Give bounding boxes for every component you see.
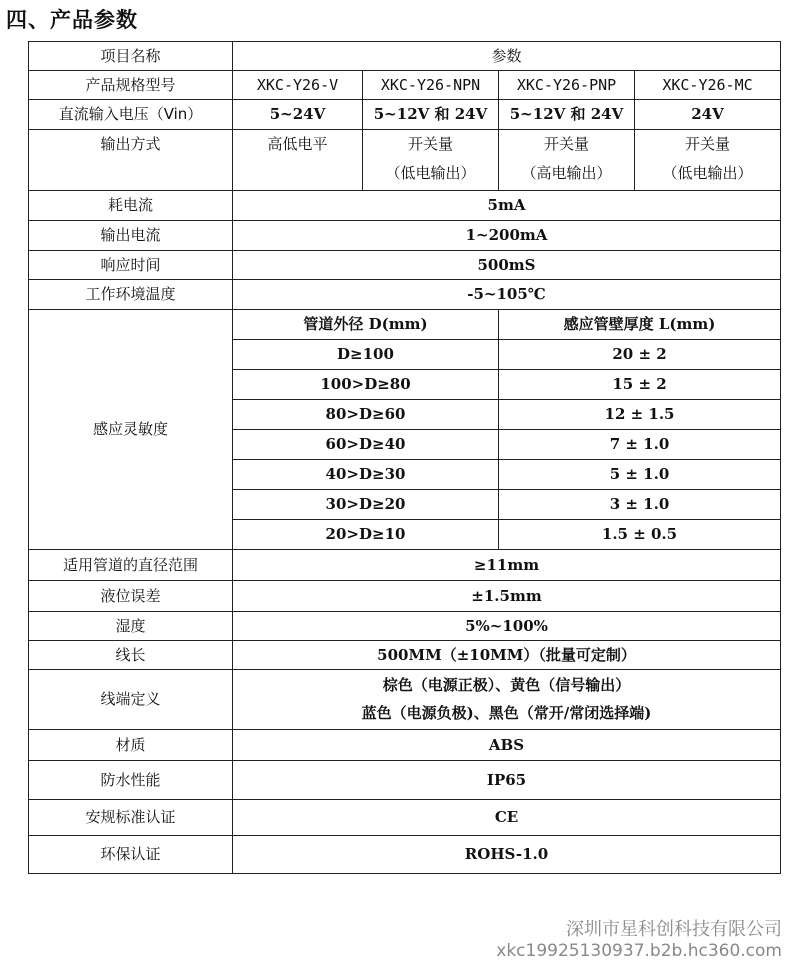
voltage-cell: 5~12V 和 24V — [363, 100, 499, 130]
row-label: 液位误差 — [29, 581, 233, 612]
row-value: CE — [233, 800, 781, 836]
voltage-cell: 5~24V — [233, 100, 363, 130]
output-cell — [233, 130, 363, 191]
row-label: 耗电流 — [29, 191, 233, 221]
diameter-cell: 80>D≥60 — [233, 400, 499, 430]
row-label: 防水性能 — [29, 761, 233, 800]
table-row — [29, 191, 781, 221]
table-row — [29, 130, 781, 191]
sensitivity-col-header: 管道外径 D(mm) — [233, 310, 499, 340]
output-cell — [499, 130, 635, 191]
output-line: （低电输出） — [662, 164, 753, 182]
row-value: -5~105℃ — [233, 280, 781, 310]
row-label: 适用管道的直径范围 — [29, 550, 233, 581]
table-row — [29, 251, 781, 280]
row-value: 5%~100% — [233, 612, 781, 641]
model-cell: XKC-Y26-V — [233, 71, 363, 100]
row-label: 产品规格型号 — [29, 71, 233, 100]
thickness-cell: 12 ± 1.5 — [499, 400, 781, 430]
thickness-cell: 7 ± 1.0 — [499, 430, 781, 460]
table-row — [29, 641, 781, 670]
thickness-cell: 15 ± 2 — [499, 370, 781, 400]
row-label: 感应灵敏度 — [29, 310, 233, 550]
row-label: 线长 — [29, 641, 233, 670]
table-row — [29, 670, 781, 730]
table-row — [29, 761, 781, 800]
output-line: 开关量 — [407, 135, 453, 153]
spec-table — [28, 41, 781, 874]
voltage-cell: 24V — [635, 100, 781, 130]
table-row — [29, 581, 781, 612]
row-label: 直流输入电压（Vin） — [29, 100, 233, 130]
thickness-cell: 5 ± 1.0 — [499, 460, 781, 490]
table-row — [29, 730, 781, 761]
row-label: 材质 — [29, 730, 233, 761]
table-row — [29, 100, 781, 130]
row-value: ±1.5mm — [233, 581, 781, 612]
row-label: 输出电流 — [29, 221, 233, 251]
section-heading: 四、产品参数 — [6, 8, 138, 32]
header-value: 参数 — [233, 42, 781, 71]
watermark-site: xkc19925130937.b2b.hc360.com — [496, 941, 782, 961]
table-row — [29, 800, 781, 836]
table-row — [29, 71, 781, 100]
table-row — [29, 836, 781, 874]
row-value: 500MM（±10MM）（批量可定制） — [233, 641, 781, 670]
row-value: IP65 — [233, 761, 781, 800]
thickness-cell: 1.5 ± 0.5 — [499, 520, 781, 550]
diameter-cell: 20>D≥10 — [233, 520, 499, 550]
table-row — [29, 280, 781, 310]
row-value: ABS — [233, 730, 781, 761]
table-row — [29, 310, 781, 340]
diameter-cell: D≥100 — [233, 340, 499, 370]
output-line: （高电输出） — [521, 164, 612, 182]
wire-definition-cell — [233, 670, 781, 730]
output-line: 开关量 — [685, 135, 731, 153]
thickness-cell: 20 ± 2 — [499, 340, 781, 370]
table-row — [29, 612, 781, 641]
row-value: 1~200mA — [233, 221, 781, 251]
output-line: 高低电平 — [267, 135, 328, 153]
wire-definition-line: 蓝色（电源负极)、黑色（常开/常闭选择端) — [361, 704, 652, 722]
row-label: 湿度 — [29, 612, 233, 641]
row-label: 响应时间 — [29, 251, 233, 280]
row-value: ≥11mm — [233, 550, 781, 581]
table-row — [29, 42, 781, 71]
model-cell: XKC-Y26-NPN — [363, 71, 499, 100]
output-cell — [635, 130, 781, 191]
row-label: 工作环境温度 — [29, 280, 233, 310]
sensitivity-col-header: 感应管壁厚度 L(mm) — [499, 310, 781, 340]
row-label: 环保认证 — [29, 836, 233, 874]
voltage-cell: 5~12V 和 24V — [499, 100, 635, 130]
row-label: 线端定义 — [29, 670, 233, 730]
diameter-cell: 60>D≥40 — [233, 430, 499, 460]
model-cell: XKC-Y26-MC — [635, 71, 781, 100]
output-cell — [363, 130, 499, 191]
table-row — [29, 550, 781, 581]
output-line: 开关量 — [543, 135, 589, 153]
row-label: 安规标准认证 — [29, 800, 233, 836]
row-value: ROHS-1.0 — [233, 836, 781, 874]
diameter-cell: 30>D≥20 — [233, 490, 499, 520]
wire-definition-line: 棕色（电源正极）、黄色（信号输出） — [382, 676, 631, 694]
diameter-cell: 100>D≥80 — [233, 370, 499, 400]
row-value: 500mS — [233, 251, 781, 280]
thickness-cell: 3 ± 1.0 — [499, 490, 781, 520]
output-line: （低电输出） — [385, 164, 476, 182]
table-row — [29, 221, 781, 251]
diameter-cell: 40>D≥30 — [233, 460, 499, 490]
watermark-company: 深圳市星科创科技有限公司 — [566, 919, 782, 940]
model-cell: XKC-Y26-PNP — [499, 71, 635, 100]
row-label: 输出方式 — [29, 130, 233, 191]
header-label: 项目名称 — [29, 42, 233, 71]
row-value: 5mA — [233, 191, 781, 221]
